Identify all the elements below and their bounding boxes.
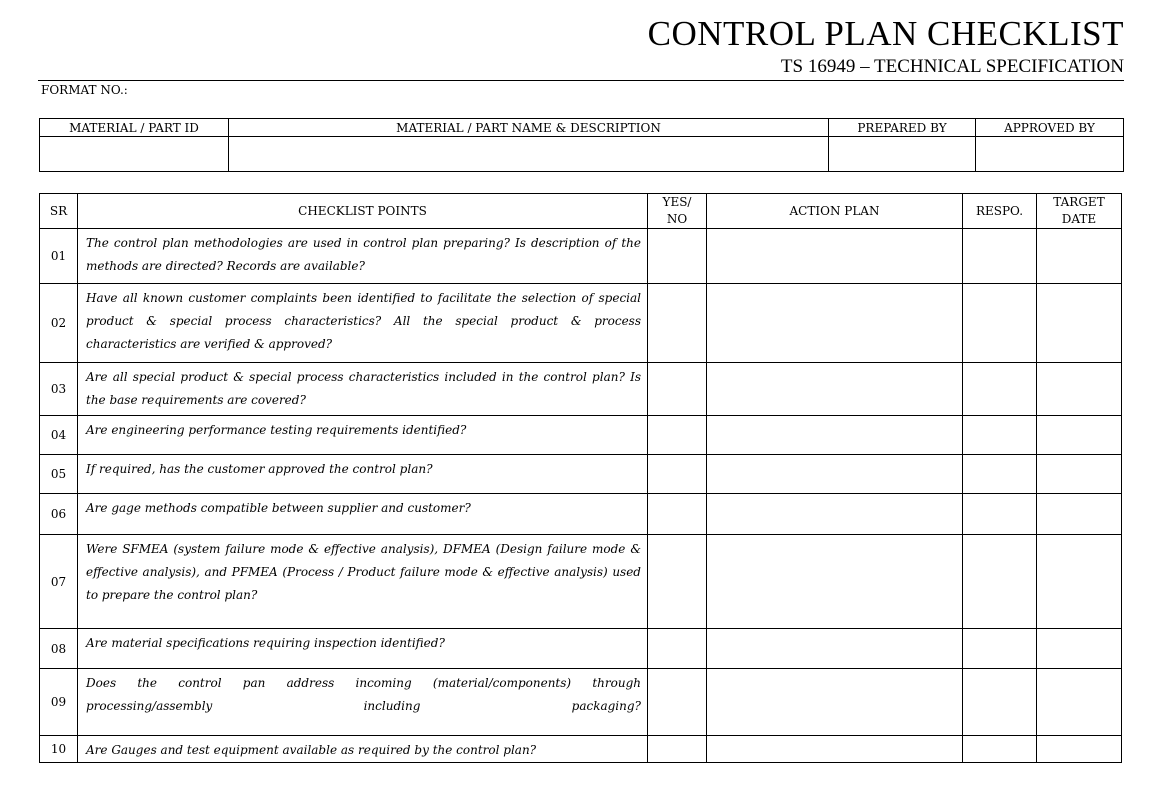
target-date-cell[interactable] <box>1037 736 1122 763</box>
action-plan-cell[interactable] <box>707 455 963 494</box>
checklist-point: Are material specifications requiring inspection identified? <box>78 629 648 669</box>
row-number: 01 <box>40 229 78 284</box>
checklist-points-header: CHECKLIST POINTS <box>78 194 648 229</box>
action-plan-cell[interactable] <box>707 535 963 629</box>
checklist-point: If required, has the customer approved the control plan? <box>78 455 648 494</box>
part-info-table <box>39 118 1124 172</box>
respo-cell[interactable] <box>963 736 1037 763</box>
prepared-by-header: PREPARED BY <box>829 119 976 137</box>
row-number: 02 <box>40 284 78 363</box>
page-subtitle: TS 16949 – TECHNICAL SPECIFICATION <box>780 56 1124 77</box>
yes-no-cell[interactable] <box>648 494 707 535</box>
row-number: 03 <box>40 363 78 416</box>
row-number: 09 <box>40 669 78 736</box>
action-plan-cell[interactable] <box>707 669 963 736</box>
respo-cell[interactable] <box>963 455 1037 494</box>
table-row <box>40 629 1122 669</box>
action-plan-header: ACTION PLAN <box>707 194 963 229</box>
row-number: 06 <box>40 494 78 535</box>
table-row <box>40 494 1122 535</box>
action-plan-cell[interactable] <box>707 284 963 363</box>
table-row <box>40 284 1122 363</box>
part-id-header: MATERIAL / PART ID <box>40 119 229 137</box>
action-plan-cell[interactable] <box>707 229 963 284</box>
row-number: 04 <box>40 416 78 455</box>
row-number: 05 <box>40 455 78 494</box>
target-date-cell[interactable] <box>1037 455 1122 494</box>
action-plan-cell[interactable] <box>707 494 963 535</box>
part-name-cell[interactable] <box>229 137 829 172</box>
respo-cell[interactable] <box>963 363 1037 416</box>
approved-by-header: APPROVED BY <box>976 119 1124 137</box>
target-date-cell[interactable] <box>1037 284 1122 363</box>
part-id-cell[interactable] <box>40 137 229 172</box>
respo-cell[interactable] <box>963 535 1037 629</box>
table-row <box>40 229 1122 284</box>
checklist-point: The control plan methodologies are used in control plan preparing? Is description of the methods are directed? Records are available? <box>78 229 648 284</box>
yes-no-cell[interactable] <box>648 416 707 455</box>
target-date-cell[interactable] <box>1037 629 1122 669</box>
row-number: 08 <box>40 629 78 669</box>
table-row <box>40 455 1122 494</box>
yes-no-cell[interactable] <box>648 669 707 736</box>
checklist-point: Does the control pan address incoming (material/components) through processing/assembly including packaging? <box>78 669 648 736</box>
checklist-point: Are engineering performance testing requirements identified? <box>78 416 648 455</box>
checklist-point: Are gage methods compatible between supplier and customer? <box>78 494 648 535</box>
checklist-point: Were SFMEA (system failure mode & effective analysis), DFMEA (Design failure mode & effective analysis), and PFMEA (Process / Product failure mode & effective analysis) used to prepare the control plan? <box>78 535 648 629</box>
table-row <box>40 736 1122 763</box>
target-date-header: TARGET DATE <box>1037 194 1122 229</box>
action-plan-cell[interactable] <box>707 363 963 416</box>
respo-cell[interactable] <box>963 229 1037 284</box>
table-row <box>40 669 1122 736</box>
yes-no-cell[interactable] <box>648 455 707 494</box>
target-date-cell[interactable] <box>1037 229 1122 284</box>
yes-no-cell[interactable] <box>648 629 707 669</box>
row-number: 10 <box>40 736 78 763</box>
table-row <box>40 535 1122 629</box>
yes-no-cell[interactable] <box>648 535 707 629</box>
respo-cell[interactable] <box>963 494 1037 535</box>
action-plan-cell[interactable] <box>707 736 963 763</box>
header-divider <box>38 80 1124 81</box>
target-date-cell[interactable] <box>1037 494 1122 535</box>
sr-header: SR <box>40 194 78 229</box>
target-date-cell[interactable] <box>1037 363 1122 416</box>
checklist-point: Have all known customer complaints been identified to facilitate the selection of special product & special process characteristics? All the special product & process characteristics are verified & approved? <box>78 284 648 363</box>
target-date-cell[interactable] <box>1037 535 1122 629</box>
respo-header: RESPO. <box>963 194 1037 229</box>
prepared-by-cell[interactable] <box>829 137 976 172</box>
target-date-cell[interactable] <box>1037 669 1122 736</box>
part-name-header: MATERIAL / PART NAME & DESCRIPTION <box>229 119 829 137</box>
checklist-table <box>39 193 1122 763</box>
yes-no-cell[interactable] <box>648 284 707 363</box>
action-plan-cell[interactable] <box>707 629 963 669</box>
yes-no-cell[interactable] <box>648 363 707 416</box>
checklist-point: Are Gauges and test equipment available as required by the control plan? <box>78 736 648 763</box>
table-row <box>40 416 1122 455</box>
approved-by-cell[interactable] <box>976 137 1124 172</box>
respo-cell[interactable] <box>963 669 1037 736</box>
format-number-label: FORMAT NO.: <box>41 83 128 97</box>
checklist-point: Are all special product & special process characteristics included in the control plan? Is the base requirements are covered? <box>78 363 648 416</box>
table-row <box>40 363 1122 416</box>
yes-no-cell[interactable] <box>648 229 707 284</box>
yes-no-header: YES/ NO <box>648 194 707 229</box>
page-title: CONTROL PLAN CHECKLIST <box>647 14 1124 53</box>
yes-no-cell[interactable] <box>648 736 707 763</box>
action-plan-cell[interactable] <box>707 416 963 455</box>
target-date-cell[interactable] <box>1037 416 1122 455</box>
respo-cell[interactable] <box>963 416 1037 455</box>
respo-cell[interactable] <box>963 629 1037 669</box>
row-number: 07 <box>40 535 78 629</box>
respo-cell[interactable] <box>963 284 1037 363</box>
